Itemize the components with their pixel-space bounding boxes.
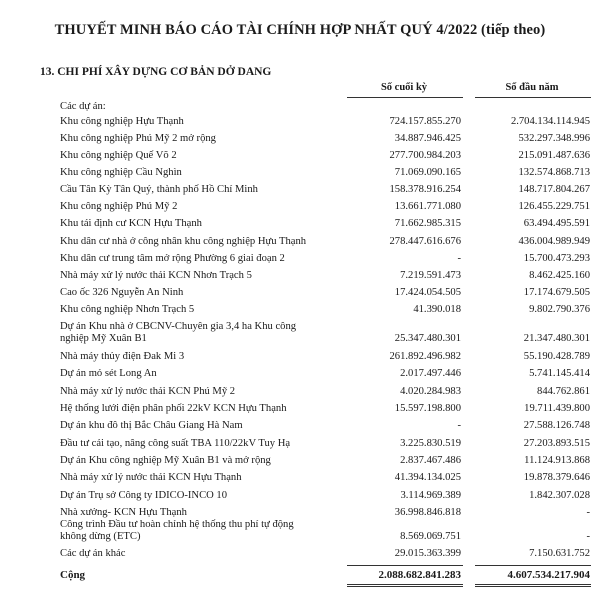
row-start-value: 19.878.379.646 <box>523 472 590 483</box>
row-description: nghiệp Mỹ Xuân B1 <box>60 333 147 344</box>
row-end-value: 17.424.054.505 <box>394 287 461 298</box>
row-start-value: 27.203.893.515 <box>523 438 590 449</box>
row-end-value: 36.998.846.818 <box>394 507 461 518</box>
total-label: Cộng <box>60 569 86 581</box>
row-end-value: 71.662.985.315 <box>394 218 461 229</box>
row-end-value: - <box>457 253 461 264</box>
row-description: Dự án Trụ sở Công ty IDICO-INCO 10 <box>60 490 228 501</box>
row-start-value: 2.704.134.114.945 <box>510 116 590 127</box>
total-start-value: 4.607.534.217.904 <box>507 569 590 581</box>
row-description: Khu tái định cư KCN Hựu Thạnh <box>60 218 202 229</box>
row-start-value: 7.150.631.752 <box>529 548 590 559</box>
row-end-value: 158.378.916.254 <box>389 184 461 195</box>
total-line-bottom-end <box>347 584 463 585</box>
row-description: Khu công nghiệp Phú Mỹ 2 <box>60 201 178 212</box>
total-line-bottom2-end <box>347 586 463 587</box>
column-header-end: Số cuối kỳ <box>380 82 428 93</box>
row-description: Khu công nghiệp Cầu Nghìn <box>60 167 182 178</box>
row-end-value: 25.347.480.301 <box>394 333 461 344</box>
row-start-value: 1.842.307.028 <box>529 490 590 501</box>
row-end-value: 2.837.467.486 <box>400 455 461 466</box>
row-description: Khu công nghiệp Nhơn Trạch 5 <box>60 304 195 315</box>
row-end-value: 2.017.497.446 <box>400 368 461 379</box>
row-start-value: 8.462.425.160 <box>529 270 590 281</box>
row-start-value: 11.124.913.868 <box>524 455 590 466</box>
page-title: THUYẾT MINH BÁO CÁO TÀI CHÍNH HỢP NHẤT QUÝ 4/2022 (tiếp theo) <box>54 22 546 38</box>
row-description: Khu công nghiệp Phú Mỹ 2 mở rộng <box>60 133 216 144</box>
row-description: Dự án Khu nhà ở CBCNV-Chuyên gia 3,4 ha Khu công <box>60 321 297 332</box>
row-description: Nhà xưởng- KCN Hựu Thạnh <box>60 507 187 518</box>
row-description: Cầu Tân Kỳ Tân Quý, thành phố Hồ Chí Minh <box>60 184 258 195</box>
total-line-top-start <box>475 565 591 566</box>
row-start-value: 126.455.229.751 <box>518 201 590 212</box>
row-start-value: 5.741.145.414 <box>529 368 590 379</box>
row-end-value: 13.661.771.080 <box>394 201 461 212</box>
header-underline-end <box>347 97 463 98</box>
row-description: Dự án mỏ sét Long An <box>60 368 157 379</box>
row-description: Các dự án khác <box>60 548 126 559</box>
row-end-value: 4.020.284.983 <box>400 386 461 397</box>
row-start-value: 132.574.868.713 <box>518 167 590 178</box>
row-start-value: 215.091.487.636 <box>518 150 590 161</box>
column-header-start: Số đầu năm <box>505 82 559 93</box>
row-start-value: 9.802.790.376 <box>529 304 590 315</box>
row-start-value: 148.717.804.267 <box>518 184 590 195</box>
row-end-value: 15.597.198.800 <box>394 403 461 414</box>
row-end-value: - <box>457 420 461 431</box>
row-description: Khu công nghiệp Quế Võ 2 <box>60 150 177 161</box>
row-description: không dừng (ETC) <box>60 531 141 542</box>
row-end-value: 724.157.855.270 <box>389 116 461 127</box>
row-end-value: 41.390.018 <box>413 304 461 315</box>
row-end-value: 29.015.363.399 <box>394 548 461 559</box>
row-end-value: 7.219.591.473 <box>400 270 461 281</box>
row-end-value: 278.447.616.676 <box>389 236 461 247</box>
row-description: Hệ thống lưới điện phân phối 22kV KCN Hựu Thạnh <box>60 403 287 414</box>
row-start-value: 844.762.861 <box>537 386 590 397</box>
total-line-top-end <box>347 565 463 566</box>
row-description: Dự án khu đô thị Bắc Châu Giang Hà Nam <box>60 420 243 431</box>
row-start-value: 532.297.348.996 <box>518 133 590 144</box>
row-end-value: 34.887.946.425 <box>394 133 461 144</box>
row-start-value: 15.700.473.293 <box>523 253 590 264</box>
row-description: Công trình Đầu tư hoàn chỉnh hệ thống thu phí tự động <box>60 519 294 530</box>
row-description: Khu công nghiệp Hựu Thạnh <box>60 116 184 127</box>
total-end-value: 2.088.682.841.283 <box>378 569 461 581</box>
row-description: Nhà máy xử lý nước thải KCN Phú Mỹ 2 <box>60 386 236 397</box>
row-start-value: 17.174.679.505 <box>523 287 590 298</box>
row-end-value: 261.892.496.982 <box>389 351 461 362</box>
row-description: Nhà máy xử lý nước thải KCN Nhơn Trạch 5 <box>60 270 252 281</box>
row-end-value: 3.114.969.389 <box>400 490 461 501</box>
row-description: Khu dân cư nhà ở công nhân khu công nghiệp Hựu Thạnh <box>60 236 307 247</box>
row-description: Dự án Khu công nghiệp Mỹ Xuân B1 và mở rộng <box>60 455 271 466</box>
row-description: Khu dân cư trung tâm mở rộng Phường 6 giai đoạn 2 <box>60 253 285 264</box>
row-start-value: 19.711.439.800 <box>524 403 590 414</box>
total-line-bottom-start <box>475 584 591 585</box>
row-end-value: 3.225.830.519 <box>400 438 461 449</box>
row-description: Đầu tư cải tạo, nâng công suất TBA 110/22kV Tuy Hạ <box>60 438 291 449</box>
row-end-value: 8.569.069.751 <box>400 531 461 542</box>
header-underline-start <box>475 97 591 98</box>
row-start-value: - <box>586 531 590 542</box>
row-start-value: 63.494.495.591 <box>523 218 590 229</box>
row-start-value: 27.588.126.748 <box>523 420 590 431</box>
row-start-value: 436.004.989.949 <box>518 236 590 247</box>
row-end-value: 71.069.090.165 <box>394 167 461 178</box>
row-description: Các dự án: <box>60 101 106 112</box>
row-start-value: - <box>586 507 590 518</box>
row-start-value: 55.190.428.789 <box>523 351 590 362</box>
row-description: Nhà máy xử lý nước thải KCN Hựu Thạnh <box>60 472 242 483</box>
row-description: Nhà máy thủy điện Đak Mi 3 <box>60 351 185 362</box>
total-line-bottom2-start <box>475 586 591 587</box>
section-heading: 13. CHI PHÍ XÂY DỰNG CƠ BẢN DỞ DANG <box>40 66 272 78</box>
row-end-value: 277.700.984.203 <box>389 150 461 161</box>
row-start-value: 21.347.480.301 <box>523 333 590 344</box>
row-end-value: 41.394.134.025 <box>394 472 461 483</box>
row-description: Cao ốc 326 Nguyễn An Ninh <box>60 287 184 298</box>
